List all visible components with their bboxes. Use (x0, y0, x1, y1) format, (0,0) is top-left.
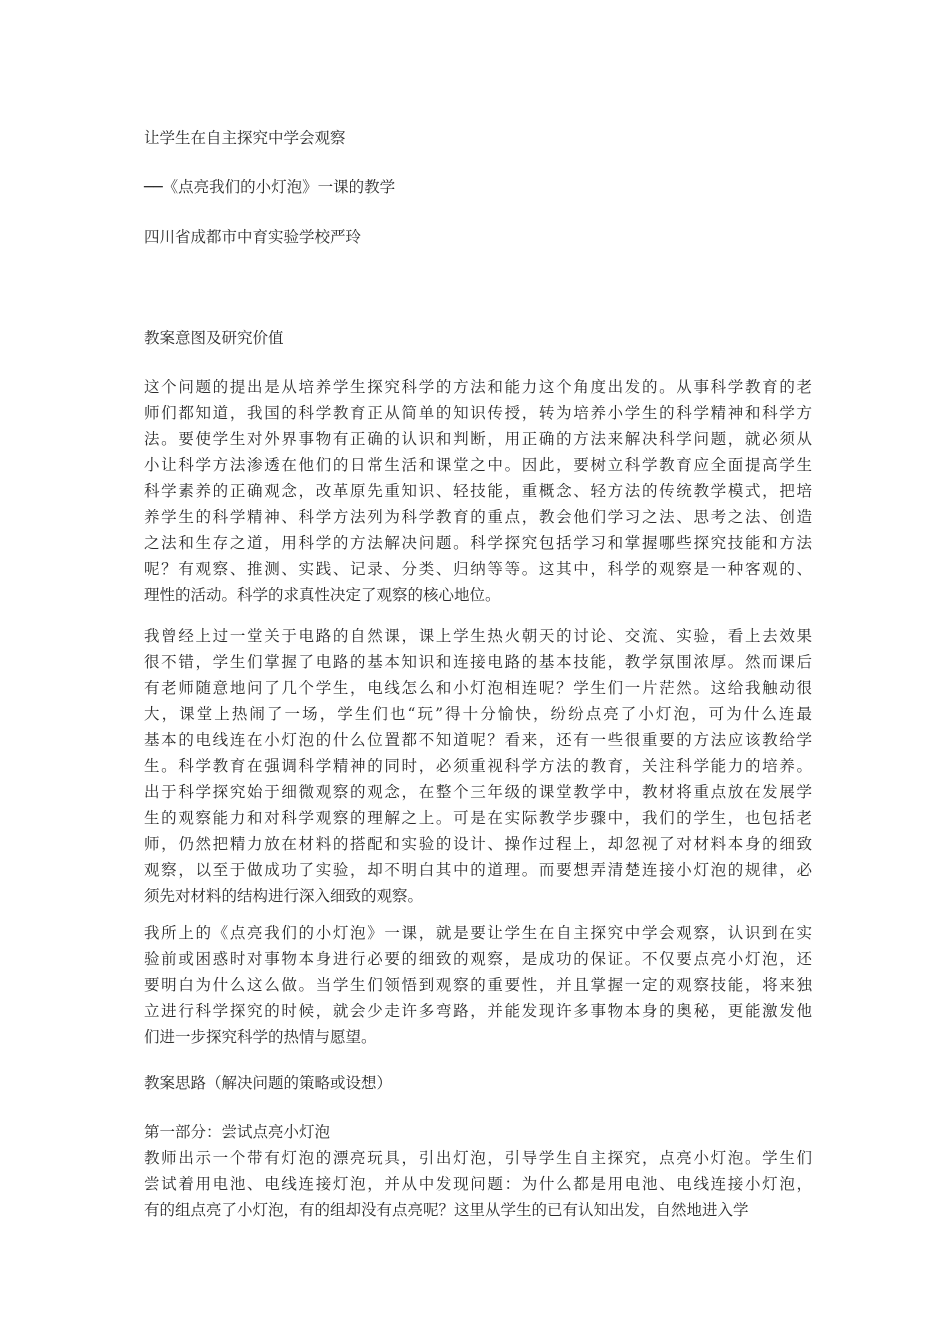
paragraph-line: 有的组点亮了小灯泡，有的组却没有点亮呢？这里从学生的已有认知出发，自然地进入学 (144, 1201, 749, 1219)
paragraph-line: 须先对材料的结构进行深入细致的观察。 (144, 887, 424, 905)
document-subtitle: ──《点亮我们的小灯泡》一课的教学 (144, 178, 396, 196)
paragraph-line: 小让科学方法渗透在他们的日常生活和课堂之中。因此，要树立科学教育应全面提高学生 (144, 456, 812, 474)
paragraph-line: 师，仍然把精力放在材料的搭配和实验的设计、操作过程上，却忽视了对材料本身的细致 (144, 835, 812, 853)
paragraph-3 (144, 920, 812, 1050)
paragraph-line: 养学生的科学精神、科学方法列为科学教育的重点，教会他们学习之法、思考之法、创造 (144, 508, 812, 526)
paragraph-line: 法。要使学生对外界事物有正确的认识和判断，用正确的方法来解决科学问题，就必须从 (144, 430, 812, 448)
paragraph-line: 很不错，学生们掌握了电路的基本知识和连接电路的基本技能，教学氛围浓厚。然而课后 (144, 653, 812, 671)
paragraph-line: 教师出示一个带有灯泡的漂亮玩具，引出灯泡，引导学生自主探究，点亮小灯泡。学生们 (144, 1149, 812, 1167)
paragraph-line: 之法和生存之道，用科学的方法解决问题。科学探究包括学习和掌握哪些探究技能和方法 (144, 534, 812, 552)
paragraph-line: 验前或困惑时对事物本身进行必要的细致的观察，是成功的保证。不仅要点亮小灯泡，还 (144, 950, 812, 968)
paragraph-line: 出于科学探究始于细微观察的观念，在整个三年级的课堂教学中，教材将重点放在发展学 (144, 783, 812, 801)
paragraph-line: 我曾经上过一堂关于电路的自然课，课上学生热火朝天的讨论、交流、实验，看上去效果 (144, 627, 812, 645)
document-author: 四川省成都市中育实验学校严玲 (144, 228, 362, 246)
paragraph-4 (144, 1145, 812, 1223)
paragraph-line: 立进行科学探究的时候，就会少走许多弯路，并能发现许多事物本身的奥秘，更能激发他 (144, 1002, 812, 1020)
paragraph-line: 师们都知道，我国的科学教育正从简单的知识传授，转为培养小学生的科学精神和科学方 (144, 404, 812, 422)
document-title: 让学生在自主探究中学会观察 (144, 129, 346, 147)
paragraph-2 (144, 623, 812, 909)
section-heading-intent: 教案意图及研究价值 (144, 329, 284, 347)
paragraph-line: 生的观察能力和对科学观察的理解之上。可是在实际教学步骤中，我们的学生，也包括老 (144, 809, 812, 827)
paragraph-line: 们进一步探究科学的热情与愿望。 (144, 1028, 377, 1046)
paragraph-line: 大，课堂上热闹了一场，学生们也“玩”得十分愉快，纷纷点亮了小灯泡，可为什么连最 (144, 705, 812, 723)
paragraph-line: 我所上的《点亮我们的小灯泡》一课，就是要让学生在自主探究中学会观察，认识到在实 (144, 924, 812, 942)
paragraph-line: 要明白为什么这么做。当学生们领悟到观察的重要性，并且掌握一定的观察技能，将来独 (144, 976, 812, 994)
paragraph-line: 尝试着用电池、电线连接灯泡，并从中发现问题：为什么都是用电池、电线连接小灯泡， (144, 1175, 812, 1193)
paragraph-line: 这个问题的提出是从培养学生探究科学的方法和能力这个角度出发的。从事科学教育的老 (144, 378, 812, 396)
paragraph-line: 理性的活动。科学的求真性决定了观察的核心地位。 (144, 586, 501, 604)
paragraph-line: 观察，以至于做成功了实验，却不明白其中的道理。而要想弄清楚连接小灯泡的规律，必 (144, 861, 812, 879)
paragraph-line: 生。科学教育在强调科学精神的同时，必须重视科学方法的教育，关注科学能力的培养。 (144, 757, 812, 775)
section-heading-approach: 教案思路（解决问题的策略或设想） (144, 1074, 393, 1092)
paragraph-line: 呢？有观察、推测、实践、记录、分类、归纳等等。这其中，科学的观察是一种客观的、 (144, 560, 812, 578)
paragraph-line: 有老师随意地问了几个学生，电线怎么和小灯泡相连呢？学生们一片茫然。这给我触动很 (144, 679, 812, 697)
paragraph-1 (144, 374, 812, 608)
part-1-heading: 第一部分：尝试点亮小灯泡 (144, 1123, 331, 1141)
paragraph-line: 科学素养的正确观念，改革原先重知识、轻技能，重概念、轻方法的传统教学模式，把培 (144, 482, 812, 500)
paragraph-line: 基本的电线连在小灯泡的什么位置都不知道呢？看来，还有一些很重要的方法应该教给学 (144, 731, 812, 749)
